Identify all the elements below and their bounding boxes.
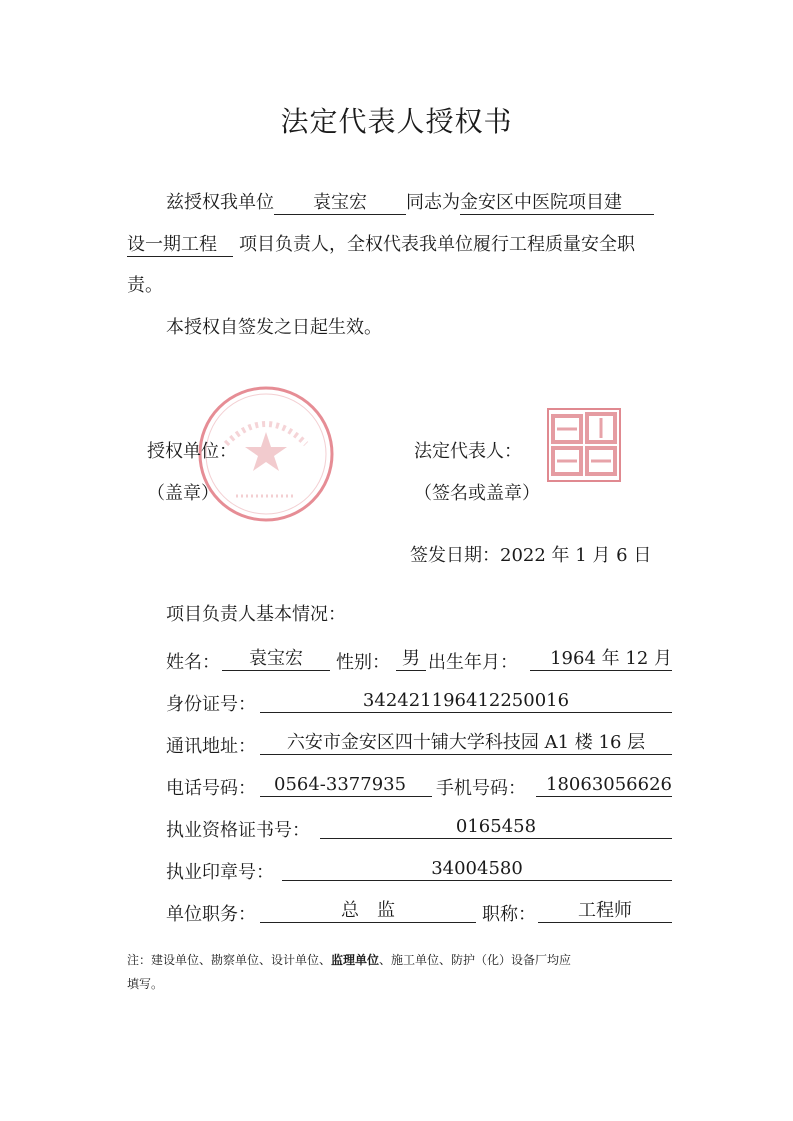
mobile-label: 手机号码：: [436, 778, 526, 799]
certificate-value: 0165458: [320, 816, 672, 839]
legal-representative-seal: [545, 406, 623, 484]
authorized-person-name: 袁宝宏: [274, 192, 406, 215]
footnote-line-2: 填写。: [127, 977, 164, 991]
footnote: [127, 948, 687, 996]
gender-value: 男: [396, 648, 426, 671]
phone-label: 电话号码：: [166, 778, 256, 799]
seal-number-label: 执业印章号：: [166, 862, 274, 883]
document-title: 法定代表人授权书: [280, 105, 513, 138]
project-name-part-2: 设一期工程: [127, 234, 233, 257]
id-value: 342421196412250016: [260, 690, 672, 713]
row-id-number: [166, 690, 686, 716]
row-name-gender-birth: [166, 648, 686, 674]
name-value: 袁宝宏: [222, 648, 330, 671]
text-comrade: 同志为: [406, 192, 460, 213]
text-responsibility: 项目负责人，全权代表我单位履行工程质量安全职: [239, 234, 635, 255]
legal-rep-label: 法定代表人：: [414, 441, 522, 462]
certificate-label: 执业资格证书号：: [166, 820, 310, 841]
info-heading: 项目负责人基本情况：: [166, 604, 346, 625]
text-authorize: 兹授权我单位: [166, 192, 274, 213]
rank-value: 工程师: [538, 900, 672, 923]
position-value: 总 监: [260, 900, 476, 923]
mobile-value: 18063056626: [536, 774, 672, 797]
authorizing-unit-note: （盖章）: [147, 483, 219, 504]
birth-label: 出生年月：: [428, 652, 518, 673]
phone-value: 0564-3377935: [260, 774, 432, 797]
id-label: 身份证号：: [166, 694, 256, 715]
issue-date: 签发日期：2022 年 1 月 6 日: [410, 545, 652, 566]
row-address: [166, 732, 686, 758]
name-label: 姓名：: [166, 652, 220, 673]
authorizing-unit-label: 授权单位：: [147, 441, 237, 462]
gender-label: 性别：: [336, 652, 390, 673]
row-certificate: [166, 816, 686, 842]
project-name-part-1: 金安区中医院项目建: [460, 192, 654, 215]
address-label: 通讯地址：: [166, 736, 256, 757]
position-label: 单位职务：: [166, 904, 256, 925]
authorization-line-2: [127, 232, 635, 257]
row-position: [166, 900, 686, 926]
legal-rep-note: （签名或盖章）: [414, 483, 540, 504]
effective-statement: 本授权自签发之日起生效。: [166, 317, 382, 338]
row-seal-number: [166, 858, 686, 884]
authorization-line-1: [166, 190, 654, 215]
footnote-prefix: 注：建设单位、勘察单位、设计单位、: [127, 953, 332, 967]
row-phone: [166, 774, 686, 800]
footnote-suffix: 、施工单位、防护（化）设备厂均应: [379, 953, 572, 967]
rank-label: 职称：: [482, 904, 536, 925]
authorization-line-3: 责。: [127, 275, 163, 296]
footnote-bold: 监理单位: [331, 953, 380, 967]
address-value: 六安市金安区四十铺大学科技园 A1 楼 16 层: [260, 732, 672, 755]
seal-number-value: 34004580: [282, 858, 672, 881]
birth-value: 1964 年 12 月: [530, 648, 672, 671]
